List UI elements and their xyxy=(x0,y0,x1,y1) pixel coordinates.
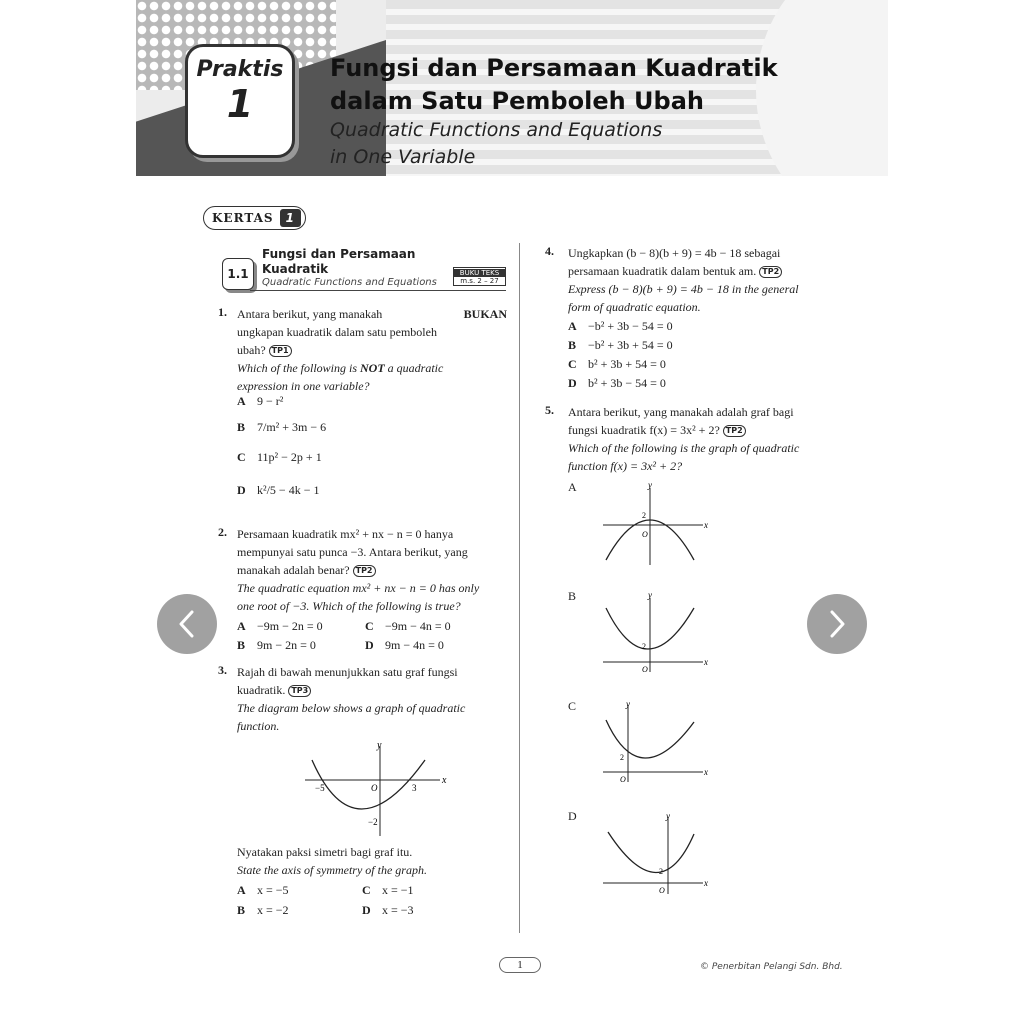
chapter-subtitle-line1: Quadratic Functions and Equations xyxy=(330,119,663,141)
x-label: x xyxy=(704,878,708,888)
q1-en-line2: expression in one variable? xyxy=(237,379,370,393)
option-key: D xyxy=(568,376,577,390)
q2-en-line2: one root of −3. Which of the following is true? xyxy=(237,599,461,613)
q3-ms-line1: Rajah di bawah menunjukkan satu graf fungsi xyxy=(237,665,458,679)
q3-question xyxy=(237,663,509,735)
q5-number: 5. xyxy=(545,403,554,417)
y-label: y xyxy=(648,590,652,600)
q5-en-line1: Which of the following is the graph of quadratic xyxy=(568,441,800,455)
column-divider xyxy=(519,243,520,933)
q2-question xyxy=(237,525,509,615)
header-arc-inner xyxy=(756,0,888,176)
option-value: 9m − 2n = 0 xyxy=(257,638,316,652)
option-key: A xyxy=(237,394,246,408)
kertas-text: KERTAS xyxy=(212,210,274,225)
chevron-right-icon xyxy=(826,609,848,639)
y-label: y xyxy=(666,812,670,821)
q1-number: 1. xyxy=(218,305,227,319)
intercept-label: 2 xyxy=(642,642,646,651)
option-key: A xyxy=(237,619,246,633)
chapter-title-line1: Fungsi dan Persamaan Kuadratik xyxy=(330,54,778,82)
section-subtitle: Quadratic Functions and Equations xyxy=(262,277,437,288)
x-label: x xyxy=(442,775,447,786)
q5-option-a-label[interactable]: A xyxy=(568,480,577,494)
q2-ms-line2: mempunyai satu punca −3. Antara berikut, yang xyxy=(237,545,468,559)
q3-ms-line2: kuadratik. xyxy=(237,683,286,697)
parabola xyxy=(608,832,694,873)
q1-option-c[interactable] xyxy=(237,448,322,466)
y-label: y xyxy=(626,700,630,709)
q2-option-d[interactable] xyxy=(365,636,444,654)
q5-tp-badge: TP2 xyxy=(723,425,746,437)
q2-number: 2. xyxy=(218,525,227,539)
copyright-text: © Penerbitan Pelangi Sdn. Bhd. xyxy=(700,962,843,972)
parabola xyxy=(312,760,425,809)
intercept-label: 2 xyxy=(620,753,624,762)
q3-option-c[interactable] xyxy=(362,881,414,899)
option-key: C xyxy=(365,619,374,633)
origin-label: O xyxy=(642,530,648,539)
chapter-title-line2: dalam Satu Pemboleh Ubah xyxy=(330,87,704,115)
option-key: D xyxy=(362,903,371,917)
q4-ms-line2: persamaan kuadratik dalam bentuk am. xyxy=(568,264,757,278)
q4-en-line2: form of quadratic equation. xyxy=(568,300,701,314)
q3-option-b[interactable] xyxy=(237,901,289,919)
q1-tp-badge: TP1 xyxy=(269,345,292,357)
q2-tp-badge: TP2 xyxy=(353,565,376,577)
option-value: −9m − 2n = 0 xyxy=(257,619,323,633)
origin-label: O xyxy=(371,783,378,793)
q5-option-c-label[interactable]: C xyxy=(568,699,577,713)
option-key: B xyxy=(237,638,246,652)
q1-ms-line1: Antara berikut, yang manakah xyxy=(237,307,383,321)
previous-image-button[interactable] xyxy=(157,594,217,654)
kertas-label xyxy=(203,206,306,230)
q1-ms-line2: ungkapan kuadratik dalam satu pemboleh xyxy=(237,325,437,339)
option-key: D xyxy=(365,638,374,652)
option-value: x = −5 xyxy=(257,883,289,897)
option-value: b² + 3b − 54 = 0 xyxy=(588,376,666,390)
q4-number: 4. xyxy=(545,244,554,258)
root-left-label: −5 xyxy=(315,783,325,793)
q4-tp-badge: TP2 xyxy=(759,266,782,278)
q3-tp-badge: TP3 xyxy=(288,685,311,697)
q5-option-b-label[interactable]: B xyxy=(568,589,577,603)
q3-en-line2: function. xyxy=(237,719,280,733)
q1-en-bold: NOT xyxy=(360,361,385,375)
option-value: 9 − r² xyxy=(257,394,284,408)
q4-en-line1: Express (b − 8)(b + 9) = 4b − 18 in the general xyxy=(568,282,799,296)
q4-option-d[interactable] xyxy=(568,374,666,392)
option-value: 9m − 4n = 0 xyxy=(385,638,444,652)
q4-question xyxy=(568,244,840,316)
q2-option-c[interactable] xyxy=(365,617,451,635)
q5-option-a-graph[interactable] xyxy=(598,480,718,570)
textbook-tag xyxy=(453,267,506,286)
option-value: k²/5 − 4k − 1 xyxy=(257,483,320,497)
q3-en-line1: The diagram below shows a graph of quadratic xyxy=(237,701,466,715)
q3-number: 3. xyxy=(218,663,227,677)
section-underline xyxy=(250,290,506,291)
q3-option-d[interactable] xyxy=(362,901,414,919)
q4-option-b[interactable] xyxy=(568,336,673,354)
option-value: −b² + 3b + 54 = 0 xyxy=(588,338,673,352)
q5-option-d-graph[interactable] xyxy=(598,812,718,902)
option-value: 11p² − 2p + 1 xyxy=(257,450,322,464)
q3-ask-ms: Nyatakan paksi simetri bagi graf itu. xyxy=(237,845,413,859)
q2-ms-line1: Persamaan kuadratik mx² + nx − n = 0 hanya xyxy=(237,527,454,541)
chapter-subtitle-line2: in One Variable xyxy=(330,146,476,168)
badge-word: Praktis xyxy=(196,57,284,82)
q1-en-line1b: a quadratic xyxy=(387,361,444,375)
option-value: −9m − 4n = 0 xyxy=(385,619,451,633)
origin-label: O xyxy=(659,886,665,895)
q1-option-b[interactable] xyxy=(237,418,326,436)
page-number: 1 xyxy=(499,957,541,973)
option-key: D xyxy=(237,483,246,497)
q4-option-c[interactable] xyxy=(568,355,666,373)
option-key: A xyxy=(237,883,246,897)
q1-ms-bold: BUKAN xyxy=(463,307,507,321)
section-title-line2: Kuadratik xyxy=(262,262,329,276)
kertas-number: 1 xyxy=(280,209,301,227)
q1-ms-line3: ubah? xyxy=(237,343,266,357)
option-key: C xyxy=(568,357,577,371)
q5-option-b-graph[interactable] xyxy=(598,590,718,680)
origin-label: O xyxy=(642,665,648,674)
option-value: b² + 3b + 54 = 0 xyxy=(588,357,666,371)
q5-question xyxy=(568,403,840,475)
q1-option-a[interactable] xyxy=(237,392,283,410)
option-key: C xyxy=(362,883,371,897)
section-number-box: 1.1 xyxy=(222,258,254,290)
intercept-label: 2 xyxy=(642,511,646,520)
y-label: y xyxy=(377,740,382,751)
y-label: y xyxy=(648,480,652,490)
textbook-tag-top: BUKU TEKS xyxy=(454,269,505,277)
option-key: C xyxy=(237,450,246,464)
option-value: −b² + 3b − 54 = 0 xyxy=(588,319,673,333)
option-key: B xyxy=(237,903,246,917)
q2-en-line1: The quadratic equation mx² + nx − n = 0 has only xyxy=(237,581,480,595)
option-value: x = −1 xyxy=(382,883,414,897)
chevron-left-icon xyxy=(176,609,198,639)
option-value: x = −3 xyxy=(382,903,414,917)
next-image-button[interactable] xyxy=(807,594,867,654)
q4-option-a[interactable] xyxy=(568,317,673,335)
q2-ms-line3: manakah adalah benar? xyxy=(237,563,350,577)
q1-question xyxy=(237,305,507,395)
option-value: 7/m² + 3m − 6 xyxy=(257,420,327,434)
q3-graph xyxy=(300,738,450,838)
q1-option-d[interactable] xyxy=(237,481,319,499)
q3-ask-en: State the axis of symmetry of the graph. xyxy=(237,863,427,877)
badge-number: 1 xyxy=(226,82,254,126)
q5-option-c-graph[interactable] xyxy=(598,700,718,790)
x-label: x xyxy=(704,520,708,530)
q4-ms-line1: Ungkapkan (b − 8)(b + 9) = 4b − 18 sebagai xyxy=(568,246,781,260)
y-intercept-label: −2 xyxy=(368,817,378,827)
option-key: B xyxy=(568,338,577,352)
option-key: B xyxy=(237,420,246,434)
x-label: x xyxy=(704,657,708,667)
q2-option-a[interactable] xyxy=(237,617,323,635)
origin-label: O xyxy=(620,775,626,784)
q5-en-line2: function f(x) = 3x² + 2? xyxy=(568,459,683,473)
q1-en-line1: Which of the following is xyxy=(237,361,357,375)
textbook-tag-pages: m.s. 2 – 27 xyxy=(460,277,499,285)
option-key: A xyxy=(568,319,577,333)
option-value: x = −2 xyxy=(257,903,289,917)
root-right-label: 3 xyxy=(412,783,417,793)
section-title-line1: Fungsi dan Persamaan xyxy=(262,247,416,261)
intercept-label: 2 xyxy=(659,867,663,876)
q5-ms-line1: Antara berikut, yang manakah adalah graf bagi xyxy=(568,405,794,419)
x-label: x xyxy=(704,767,708,777)
q2-option-b[interactable] xyxy=(237,636,316,654)
q3-option-a[interactable] xyxy=(237,881,289,899)
praktis-badge xyxy=(185,44,295,158)
q5-ms-line2: fungsi kuadratik f(x) = 3x² + 2? xyxy=(568,423,720,437)
q5-option-d-label[interactable]: D xyxy=(568,809,577,823)
